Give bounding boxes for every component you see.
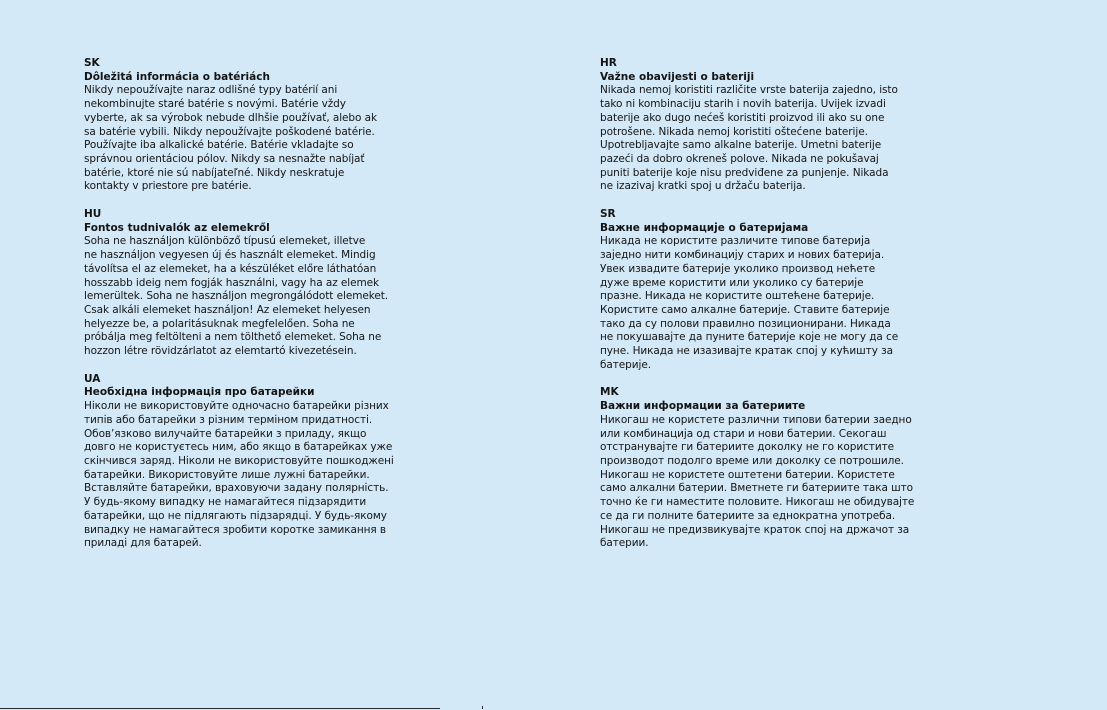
text-line: Никада не користите различите типове батерија <box>600 235 871 248</box>
section-body-sr <box>600 235 950 372</box>
text-line: само алкални батерии. Вметнете ги батериите така што <box>600 482 914 495</box>
text-line: próbálja meg feltölteni a nem tölthető elemeket. Soha ne <box>84 331 382 344</box>
section-body-hu <box>84 235 440 358</box>
text-line: Ніколи не використовуйте одночасно батарейки різних <box>84 400 389 413</box>
text-line: Nikdy nepoužívajte naraz odlišné typy batérií ani <box>84 84 338 97</box>
language-code-sk: SK <box>84 57 100 69</box>
text-line: Обов’язково вилучайте батарейки з приладу, якщо <box>84 427 367 440</box>
text-line: Никогаш не користете оштетени батерии. Користете <box>600 468 895 481</box>
text-line: отстранувајте ги батериите доколку не го користите <box>600 441 894 454</box>
text-line: скінчився заряд. Ніколи не використовуйте пошкоджені <box>84 454 394 467</box>
text-line: пуне. Никада не изазивајте кратак спој у кућишту за <box>600 345 893 358</box>
text-line: batérie, ktoré nie sú nabíjateľné. Nikdy neskratuje <box>84 166 345 179</box>
section-title-hr: Važne obavijesti o bateriji <box>600 70 755 83</box>
text-line: батерии. <box>600 537 649 550</box>
section-hr <box>600 57 950 194</box>
section-title-sr: Важне информације о батеријама <box>600 221 809 234</box>
language-code-hr: HR <box>600 57 617 69</box>
text-line: Увек извадите батерије уколико производ нећете <box>600 262 876 275</box>
text-line: типів або батарейки з різним терміном придатності. <box>84 413 373 426</box>
section-title-ua: Необхідна інформація про батарейки <box>84 386 315 399</box>
text-line: ne izazivaj kratki spoj u držaču baterija. <box>600 180 806 193</box>
text-line: Upotrebljavajte samo alkalne baterije. Umetni baterije <box>600 139 882 152</box>
text-line: baterije ako dugo nećeš koristiti proizvod ili ako su one <box>600 111 885 124</box>
section-title-hu: Fontos tudnivalók az elemekről <box>84 221 270 234</box>
text-line: точно ќе ги наместите половите. Никогаш не обидувајте <box>600 496 915 509</box>
text-line: не покушавајте да пуните батерије које не могу да се <box>600 331 899 344</box>
language-code-ua: UA <box>84 372 101 385</box>
text-line: батарейки, що не підлягають підзарядці. У будь-якому <box>84 509 387 522</box>
section-hu <box>84 208 440 359</box>
text-line: hosszabb ideig nem fogják használni, vagy ha az elemek <box>84 276 380 289</box>
language-code-sr: SR <box>600 208 616 221</box>
text-line: се да ги полните батериите за еднократна употреба. <box>600 509 896 522</box>
section-title-mk: Важни информации за батериите <box>600 400 806 413</box>
section-mk <box>600 386 950 550</box>
text-line: vyberte, ak sa výrobok nebude dlhšie používať, alebo ak <box>84 111 377 124</box>
text-line: батерије. <box>600 358 651 371</box>
text-line: приладі для батарей. <box>84 537 202 550</box>
text-line: випадку не намагайтеся зробити коротке замикання в <box>84 523 387 536</box>
text-line: kontakty v priestore pre batérie. <box>84 180 252 193</box>
section-sr <box>600 208 950 372</box>
text-line: производот подолго време или доколку се потрошиле. <box>600 454 904 467</box>
section-body-sk <box>84 84 440 194</box>
text-line: довго не користуєтесь ним, або якщо в батарейках уже <box>84 441 393 454</box>
text-line: ne használjon vegyesen új és használt elemeket. Mindig <box>84 249 376 262</box>
text-line: Никогаш не користете различни типови батерии заедно <box>600 413 912 426</box>
text-line: или комбинација од стари и нови батерии. Секогаш <box>600 427 887 440</box>
section-sk <box>84 57 440 194</box>
text-line: дуже време користити или уколико су батерије <box>600 276 864 289</box>
section-title-sk: Dôležitá informácia o batériách <box>84 70 270 83</box>
left-column <box>84 57 440 565</box>
text-line: helyezze be, a polaritásuknak megfelelően. Soha ne <box>84 317 355 330</box>
text-line: Csak alkáli elemeket használjon! Az elemeket helyesen <box>84 303 371 316</box>
language-code-mk: MK <box>600 386 619 399</box>
text-line: lemerültek. Soha ne használjon megrongálódott elemeket. <box>84 290 389 303</box>
text-line: Nikada nemoj koristiti različite vrste baterija zajedno, isto <box>600 84 898 97</box>
text-line: Користите само алкалне батерије. Ставите батерије <box>600 303 890 316</box>
text-line: hozzon létre rövidzárlatot az elemtartó kivezetésein. <box>84 345 357 358</box>
right-column <box>600 57 950 565</box>
text-line: nekombinujte staré batérie s novými. Batérie vždy <box>84 98 346 111</box>
text-line: тако да су полови правилно позиционирани. Никада <box>600 317 891 330</box>
text-line: празне. Никада не користите оштећене батерије. <box>600 290 875 303</box>
section-body-ua <box>84 400 440 551</box>
language-code-hu: HU <box>84 208 102 221</box>
bottom-divider-line <box>0 708 440 709</box>
text-line: заједно нити комбинацију старих и нових батерија. <box>600 249 885 262</box>
center-fold-mark <box>482 706 483 709</box>
text-line: puniti baterije koje nisu predviđene za punjenje. Nikada <box>600 166 889 179</box>
text-line: sa batérie vybili. Nikdy nepoužívajte poškodené batérie. <box>84 125 375 138</box>
text-line: У будь-якому випадку не намагайтеся підзарядити <box>84 496 367 509</box>
text-line: Používajte iba alkalické batérie. Batérie vkladajte so <box>84 139 354 152</box>
text-line: Вставляйте батарейки, враховуючи задану полярність. <box>84 482 389 495</box>
text-line: potrošene. Nikada nemoj koristiti oštećene baterije. <box>600 125 868 138</box>
text-line: pazeći da dobro okreneš polove. Nikada ne pokušavaj <box>600 152 879 165</box>
text-line: správnou orientáciou pólov. Nikdy sa nesnažte nabíjať <box>84 152 365 165</box>
section-body-hr <box>600 84 950 194</box>
section-body-mk <box>600 414 950 551</box>
text-line: Никогаш не предизвикувајте краток спој на држачот за <box>600 523 910 536</box>
text-line: батарейки. Використовуйте лише лужні батарейки. <box>84 468 370 481</box>
section-ua <box>84 373 440 551</box>
text-line: tako ni kombinaciju starih i novih baterija. Uvijek izvadi <box>600 98 886 111</box>
text-line: távolítsa el az elemeket, ha a készüléket előre láthatóan <box>84 262 377 275</box>
text-line: Soha ne használjon különböző típusú elemeket, illetve <box>84 235 366 248</box>
